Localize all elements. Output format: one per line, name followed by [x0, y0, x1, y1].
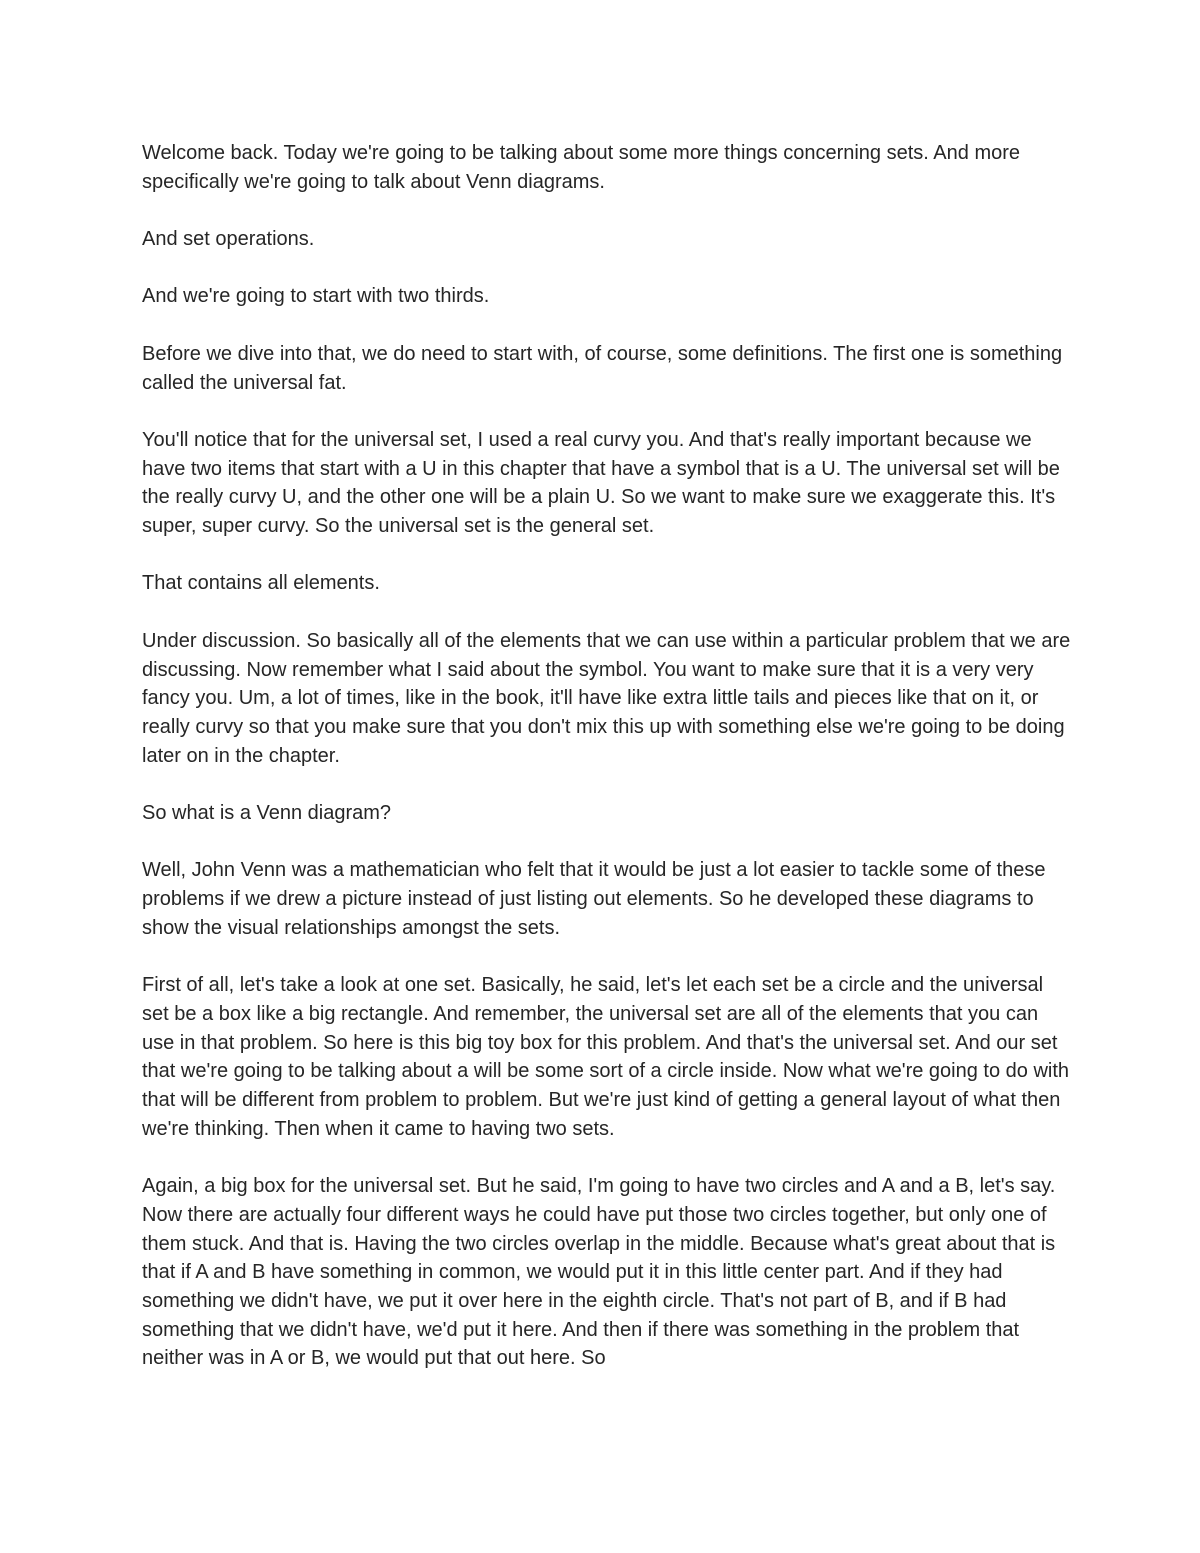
paragraph-4: Before we dive into that, we do need to start with, of course, some definitions. The first one is something called the universal fat. — [142, 342, 1063, 394]
paragraph-1: Welcome back. Today we're going to be talking about some more things concerning sets. And more specifically we're going to talk about Venn diagrams. — [142, 142, 1021, 193]
paragraph-9: Well, John Venn was a mathematician who felt that it would be just a lot easier to tackle some of these problems if we drew a picture instead of just listing out elements. So he developed these diagrams to show the visual relationships amongst the sets. — [142, 859, 1046, 939]
paragraph-7: Under discussion. So basically all of the elements that we can use within a particular problem that we are discussing. Now remember what I said about the symbol. You want to make sure that it is a very very fancy you. Um, a lot of times, like in the book, it'll have like extra little tails and pieces like that on it, or really curvy so that you make sure that you don't mix this up with something else we're going to be doing later on in the chapter. — [142, 629, 1071, 767]
document-body — [142, 139, 1072, 1373]
paragraph-5: You'll notice that for the universal set, I used a real curvy you. And that's really important because we have two items that start with a U in this chapter that have a symbol that is a U. The universal set will be the really curvy U, and the other one will be a plain U. So we want to make sure we exaggerate this. It's super, super curvy. So the universal set is the general set. — [142, 428, 1060, 538]
paragraph-11: Again, a big box for the universal set. But he said, I'm going to have two circles and A and a B, let's say. Now there are actually four different ways he could have put those two circles together, but only one of them stuck. And that is. Having the two circles overlap in the middle. Because what's great about that is that if A and B have something in common, we would put it in this little center part. And if they had something we didn't have, we put it over here in the eighth circle. That's not part of B, and if B had something that we didn't have, we'd put it here. And then if there was something in the problem that neither was in A or B, we would put that out here. So — [142, 1175, 1056, 1370]
paragraph-3: And we're going to start with two thirds. — [142, 285, 490, 308]
paragraph-10: First of all, let's take a look at one set. Basically, he said, let's let each set be a circle and the universal set be a box like a big rectangle. And remember, the universal set are all of the elements that you can use in that problem. So here is this big toy box for this problem. And that's the universal set. And our set that we're going to be talking about a will be some sort of a circle inside. Now what we're going to do with that will be different from problem to problem. But we're just kind of getting a general layout of what then we're thinking. Then when it came to having two sets. — [142, 974, 1070, 1140]
paragraph-6: That contains all elements. — [142, 572, 380, 595]
paragraph-8: So what is a Venn diagram? — [142, 802, 392, 825]
paragraph-2: And set operations. — [142, 228, 315, 251]
